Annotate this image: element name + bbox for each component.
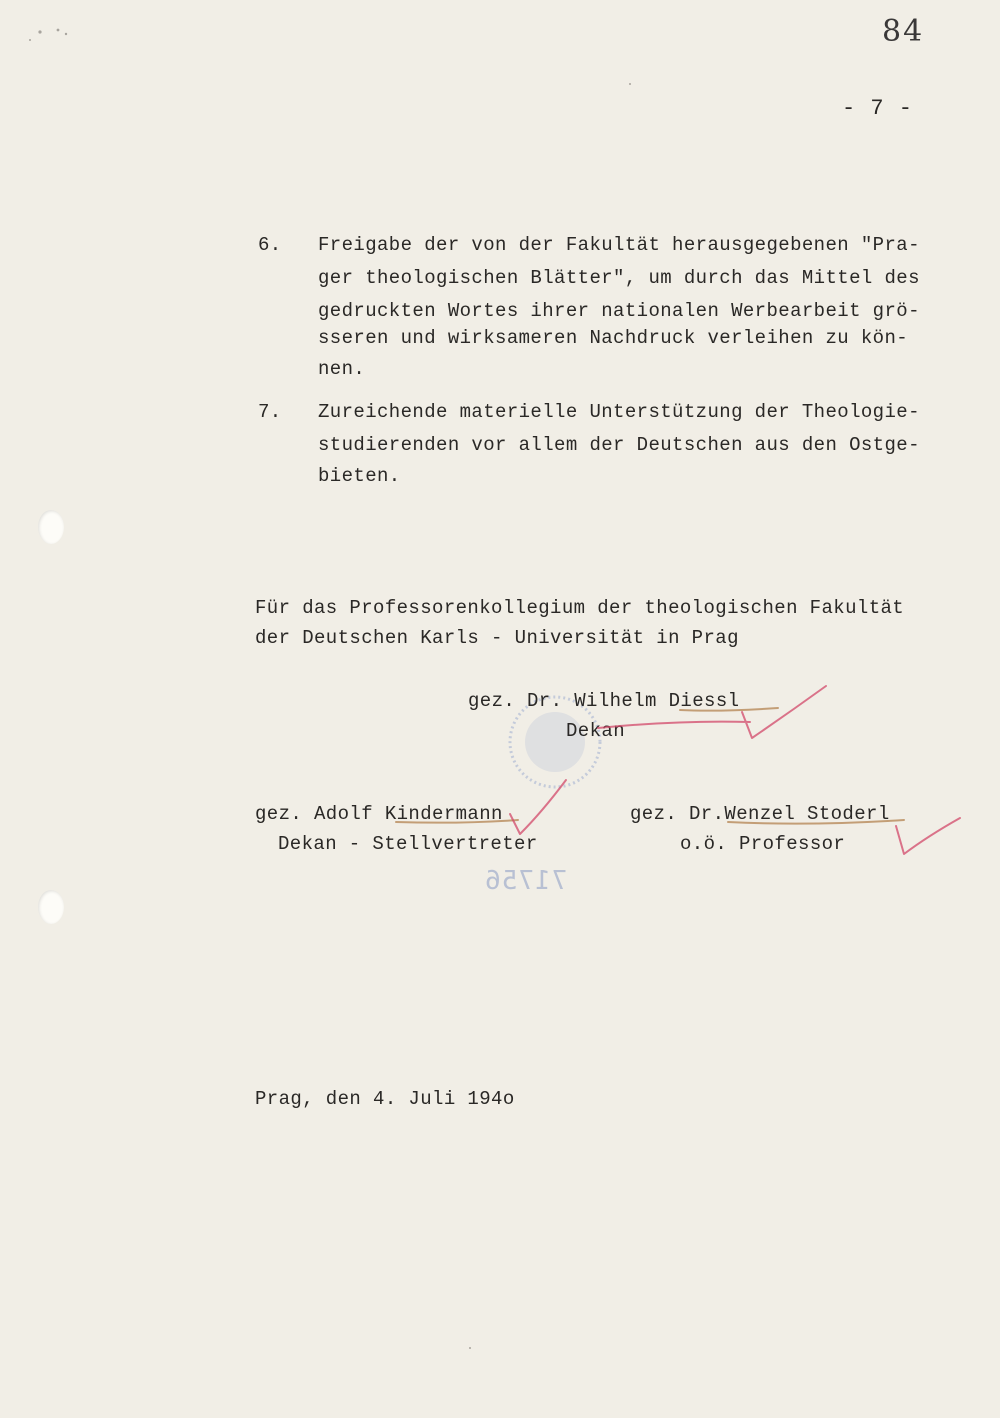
deputy-name: gez. Adolf Kindermann: [255, 803, 503, 825]
item-7-line-1: Zureichende materielle Unterstützung der Theologie-: [318, 401, 920, 423]
place-date: Prag, den 4. Juli 194o: [255, 1088, 515, 1110]
item-6-line-4: sseren und wirksameren Nachdruck verleihen zu kön-: [318, 327, 909, 349]
item-6-line-2: ger theologischen Blätter", um durch das Mittel des: [318, 267, 920, 289]
faint-stamp-number: 71756: [484, 866, 568, 896]
item-number-6: 6.: [258, 234, 282, 256]
closing-line-2: der Deutschen Karls - Universität in Prag: [255, 627, 739, 649]
archive-number: 84: [882, 14, 925, 49]
item-6-line-3: gedruckten Wortes ihrer nationalen Werbearbeit grö-: [318, 300, 920, 322]
item-7-line-3: bieten.: [318, 465, 401, 487]
item-7-line-2: studierenden vor allem der Deutschen aus den Ostge-: [318, 434, 920, 456]
professor-name: gez. Dr.Wenzel Stoderl: [630, 803, 890, 825]
dean-name: gez. Dr. Wilhelm Diessl: [468, 690, 740, 712]
deputy-title: Dekan - Stellvertreter: [278, 833, 538, 855]
professor-title: o.ö. Professor: [680, 833, 846, 855]
closing-line-1: Für das Professorenkollegium der theologischen Fakultät: [255, 597, 905, 619]
item-6-line-5: nen.: [318, 358, 366, 380]
page-number: - 7 -: [842, 96, 914, 121]
dean-title: Dekan: [566, 720, 626, 742]
item-6-line-1: Freigabe der von der Fakultät herausgegebenen "Pra-: [318, 234, 920, 256]
item-number-7: 7.: [258, 401, 282, 423]
